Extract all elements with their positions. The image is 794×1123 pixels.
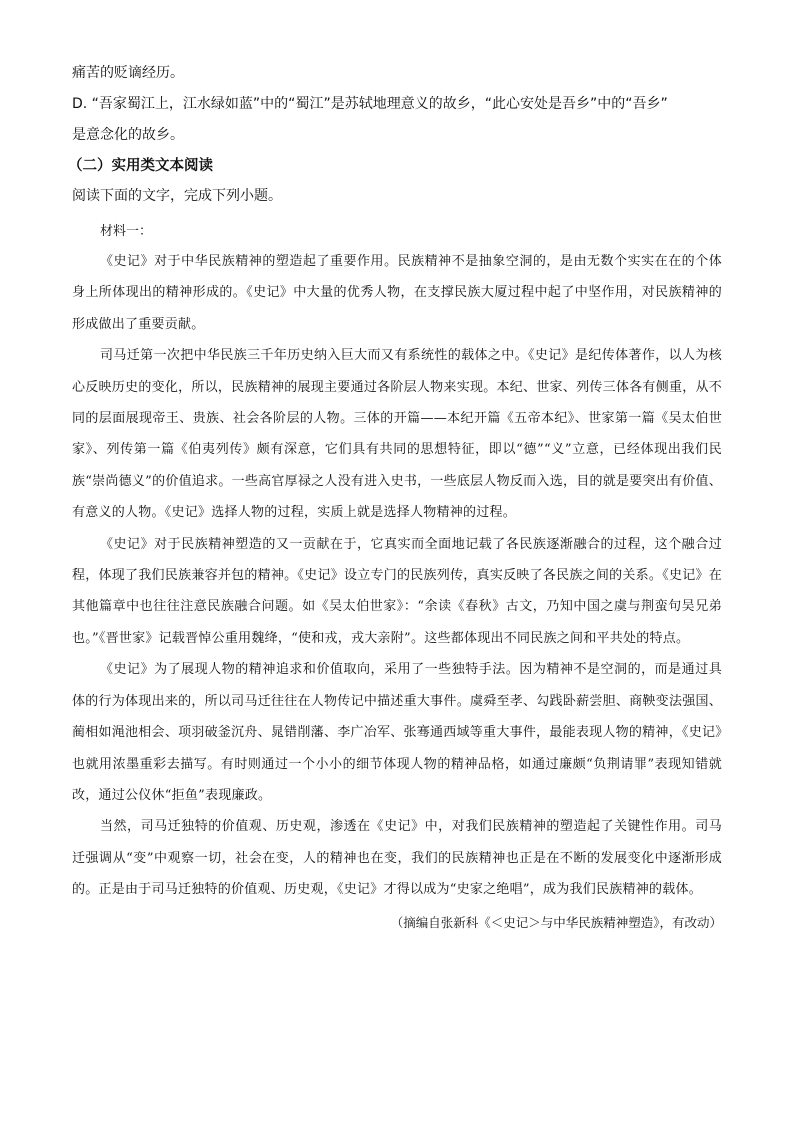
- option-d-text: D. “吾家蜀江上，江水绿如蓝”中的“蜀江”是苏轼地理意义的故乡，“此心安处是吾乡”中的“吾乡”: [72, 96, 668, 112]
- question-text-line: 痛苦的贬谪经历。: [72, 65, 184, 81]
- material-paragraph: 司马迁第一次把中华民族三千年历史纳入巨大而又有系统性的载体之中。《史记》是纪传体著作，以人为核心反映历史的变化，所以，民族精神的展现主要通过各阶层人物来实现。本纪、世家、列传三体各有侧重，从不同的层面展现帝王、贵族、社会各阶层的人物。三体的开篇——本纪开篇《五帝本纪》、世家第一篇《吴太伯世家》、列传第一篇《伯夷列传》颇有深意，它们具有共同的思想特征，即以“德”“义”立意，已经体现出我们民族“崇尚德义”的价值追求。一些高官厚禄之人没有进入史书，一些底层人物反而入选，目的就是要突出有价值、有意义的人物。《史记》选择人物的过程，实质上就是选择人物精神的过程。: [72, 348, 722, 521]
- option-d-text-continued: 是意念化的故乡。: [72, 127, 184, 143]
- material-paragraph: 《史记》对于中华民族精神的塑造起了重要作用。民族精神不是抽象空洞的，是由无数个实实在在的个体身上所体现出的精神形成的。《史记》中大量的优秀人物，在支撑民族大厦过程中起了中坚作用，对民族精神的形成做出了重要贡献。: [72, 254, 722, 332]
- reading-instruction: 阅读下面的文字，完成下列小题。: [72, 188, 282, 204]
- material-paragraph: 当然，司马迁独特的价值观、历史观，渗透在《史记》中，对我们民族精神的塑造起了关键性作用。司马迁强调从“变”中观察一切，社会在变，人的精神也在变，我们的民族精神也正是在不断的发展变化中逐渐形成的。正是由于司马迁独特的价值观、历史观，《史记》才得以成为“史家之绝唱”，成为我们民族精神的载体。: [72, 819, 722, 898]
- material-paragraph: 《史记》对于民族精神塑造的又一贡献在于，它真实而全面地记载了各民族逐渐融合的过程，这个融合过程，体现了我们民族兼容并包的精神。《史记》设立专门的民族列传，真实反映了各民族之间的关系。《史记》在其他篇章中也往往注意民族融合问题。如《吴太伯世家》：“余读《春秋》古文，乃知中国之虞与荆蛮句吴兄弟也。”《晋世家》记载晋悼公重用魏绛，“使和戎，戎大亲附”。这些都体现出不同民族之间和平共处的特点。: [72, 536, 722, 646]
- section-title: （二）实用类文本阅读: [68, 158, 213, 174]
- document-page: [68, 58, 722, 938]
- material-paragraph: 《史记》为了展现人物的精神追求和价值取向，采用了一些独特手法。因为精神不是空洞的，而是通过具体的行为体现出来的，所以司马迁往往在人物传记中描述重大事件。虞舜至孝、勾践卧薪尝胆、商鞅变法强国、蔺相如渑池相会、项羽破釜沉舟、晁错削藩、李广冶军、张骞通西域等重大事件，最能表现人物的精神，《史记》也就用浓墨重彩去描写。有时则通过一个小小的细节体现人物的精神品格，如通过廉颇“负荆请罪”表现知错就改，通过公仪休“拒鱼”表现廉政。: [72, 662, 722, 803]
- source-citation: （摘编自张新科《＜史记＞与中华民族精神塑造》，有改动）: [390, 914, 722, 930]
- material-label: 材料一：: [100, 224, 153, 239]
